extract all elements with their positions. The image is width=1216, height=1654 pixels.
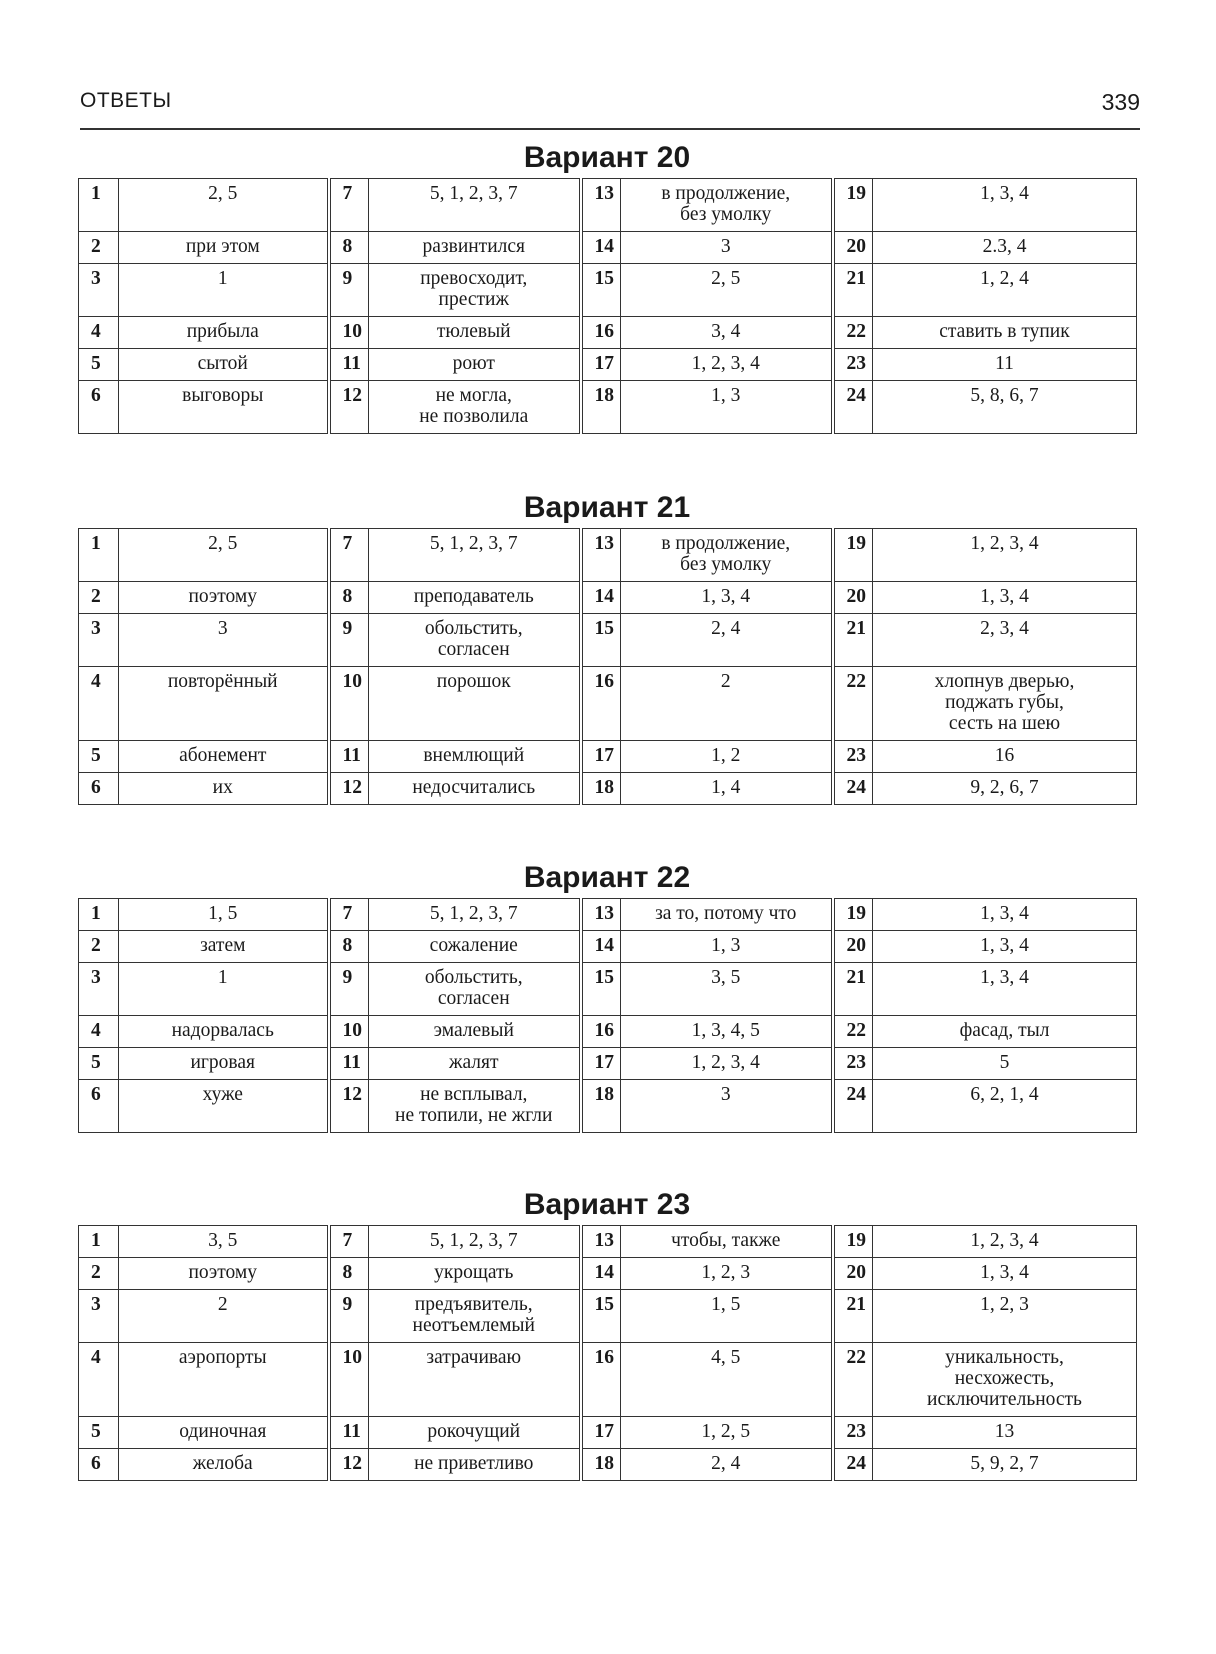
answer-cell: обольстить, согласен xyxy=(369,963,581,1016)
question-number: 4 xyxy=(79,1343,119,1417)
answer-cell: 3 xyxy=(119,614,329,667)
question-number: 12 xyxy=(329,1449,369,1481)
question-number: 24 xyxy=(833,1449,873,1481)
table-row xyxy=(79,773,1137,805)
question-number: 18 xyxy=(581,1449,621,1481)
answer-cell: 1 xyxy=(119,963,329,1016)
question-number: 23 xyxy=(833,741,873,773)
question-number: 8 xyxy=(329,931,369,963)
answer-cell: 1, 3, 4 xyxy=(873,899,1137,931)
table-row xyxy=(79,381,1137,434)
answers-table xyxy=(78,1225,1137,1481)
answer-cell: преподаватель xyxy=(369,582,581,614)
answer-cell: повторённый xyxy=(119,667,329,741)
question-number: 2 xyxy=(79,582,119,614)
question-number: 22 xyxy=(833,1016,873,1048)
question-number: 8 xyxy=(329,582,369,614)
answer-cell: 16 xyxy=(873,741,1137,773)
table-row xyxy=(79,614,1137,667)
question-number: 3 xyxy=(79,264,119,317)
question-number: 6 xyxy=(79,773,119,805)
question-number: 10 xyxy=(329,667,369,741)
answer-cell: желоба xyxy=(119,1449,329,1481)
question-number: 3 xyxy=(79,614,119,667)
question-number: 5 xyxy=(79,741,119,773)
answer-cell: 2 xyxy=(621,667,833,741)
answer-cell: ставить в тупик xyxy=(873,317,1137,349)
question-number: 16 xyxy=(581,1016,621,1048)
question-number: 21 xyxy=(833,963,873,1016)
question-number: 19 xyxy=(833,899,873,931)
answer-cell: 1, 3, 4 xyxy=(873,963,1137,1016)
answer-cell: 1, 3, 4 xyxy=(873,179,1137,232)
answer-cell: 1, 4 xyxy=(621,773,833,805)
question-number: 3 xyxy=(79,963,119,1016)
table-row xyxy=(79,931,1137,963)
answer-cell: поэтому xyxy=(119,1258,329,1290)
question-number: 22 xyxy=(833,667,873,741)
question-number: 15 xyxy=(581,264,621,317)
answer-cell: 5, 1, 2, 3, 7 xyxy=(369,529,581,582)
question-number: 14 xyxy=(581,232,621,264)
answer-cell: 1, 3, 4, 5 xyxy=(621,1016,833,1048)
question-number: 11 xyxy=(329,349,369,381)
answer-cell: 1, 2 xyxy=(621,741,833,773)
answer-cell: 1 xyxy=(119,264,329,317)
page-header xyxy=(80,86,1140,130)
question-number: 4 xyxy=(79,667,119,741)
question-number: 8 xyxy=(329,232,369,264)
answer-cell: 5, 1, 2, 3, 7 xyxy=(369,179,581,232)
table-row xyxy=(79,741,1137,773)
answer-cell: в продолжение, без умолку xyxy=(621,529,833,582)
table-row xyxy=(79,1048,1137,1080)
question-number: 10 xyxy=(329,1343,369,1417)
answer-cell: хуже xyxy=(119,1080,329,1133)
answer-cell: хлопнув дверью, поджать губы, сесть на шею xyxy=(873,667,1137,741)
answer-cell: сытой xyxy=(119,349,329,381)
answer-cell: 2, 4 xyxy=(621,614,833,667)
answer-cell: 4, 5 xyxy=(621,1343,833,1417)
answer-cell: эмалевый xyxy=(369,1016,581,1048)
table-row xyxy=(79,1290,1137,1343)
question-number: 17 xyxy=(581,1417,621,1449)
answers-table xyxy=(78,528,1137,805)
question-number: 3 xyxy=(79,1290,119,1343)
answer-cell: 3 xyxy=(621,1080,833,1133)
question-number: 20 xyxy=(833,931,873,963)
question-number: 19 xyxy=(833,1226,873,1258)
answer-cell: превосходит, престиж xyxy=(369,264,581,317)
question-number: 10 xyxy=(329,1016,369,1048)
question-number: 7 xyxy=(329,1226,369,1258)
question-number: 21 xyxy=(833,264,873,317)
question-number: 12 xyxy=(329,773,369,805)
variant-title: Вариант 23 xyxy=(523,1188,691,1221)
question-number: 18 xyxy=(581,1080,621,1133)
question-number: 5 xyxy=(79,349,119,381)
question-number: 9 xyxy=(329,963,369,1016)
table-row xyxy=(79,232,1137,264)
answer-cell: недосчитались xyxy=(369,773,581,805)
answer-cell: игровая xyxy=(119,1048,329,1080)
answer-cell: 1, 2, 5 xyxy=(621,1417,833,1449)
question-number: 4 xyxy=(79,1016,119,1048)
table-row xyxy=(79,317,1137,349)
question-number: 18 xyxy=(581,773,621,805)
answer-cell: обольстить, согласен xyxy=(369,614,581,667)
question-number: 17 xyxy=(581,741,621,773)
table-row xyxy=(79,1080,1137,1133)
answer-cell: 3, 5 xyxy=(621,963,833,1016)
answer-cell: их xyxy=(119,773,329,805)
answer-cell: 2, 5 xyxy=(119,179,329,232)
table-row xyxy=(79,1449,1137,1481)
question-number: 2 xyxy=(79,1258,119,1290)
answer-cell: 5, 9, 2, 7 xyxy=(873,1449,1137,1481)
question-number: 13 xyxy=(581,1226,621,1258)
answer-cell: предъявитель, неотъемлемый xyxy=(369,1290,581,1343)
question-number: 13 xyxy=(581,899,621,931)
question-number: 14 xyxy=(581,582,621,614)
table-row xyxy=(79,264,1137,317)
question-number: 22 xyxy=(833,1343,873,1417)
answer-cell: 5, 8, 6, 7 xyxy=(873,381,1137,434)
question-number: 13 xyxy=(581,529,621,582)
question-number: 1 xyxy=(79,1226,119,1258)
answer-cell: не всплывал, не топили, не жгли xyxy=(369,1080,581,1133)
variant-title: Вариант 21 xyxy=(523,491,691,524)
question-number: 7 xyxy=(329,529,369,582)
answer-cell: 1, 3 xyxy=(621,381,833,434)
question-number: 14 xyxy=(581,1258,621,1290)
answer-cell: поэтому xyxy=(119,582,329,614)
variant-22 xyxy=(78,858,1136,1133)
answer-cell: 2 xyxy=(119,1290,329,1343)
answer-cell: затрачиваю xyxy=(369,1343,581,1417)
answer-cell: 1, 5 xyxy=(119,899,329,931)
answer-cell: одиночная xyxy=(119,1417,329,1449)
question-number: 4 xyxy=(79,317,119,349)
answer-cell: 9, 2, 6, 7 xyxy=(873,773,1137,805)
question-number: 2 xyxy=(79,232,119,264)
table-row xyxy=(79,963,1137,1016)
answer-cell: 3, 4 xyxy=(621,317,833,349)
question-number: 6 xyxy=(79,381,119,434)
answer-cell: не приветливо xyxy=(369,1449,581,1481)
question-number: 7 xyxy=(329,899,369,931)
question-number: 11 xyxy=(329,741,369,773)
question-number: 15 xyxy=(581,1290,621,1343)
answer-cell: развинтился xyxy=(369,232,581,264)
answer-cell: 2, 3, 4 xyxy=(873,614,1137,667)
answer-cell: выговоры xyxy=(119,381,329,434)
variant-title: Вариант 22 xyxy=(523,861,691,894)
question-number: 1 xyxy=(79,899,119,931)
answer-cell: сожаление xyxy=(369,931,581,963)
question-number: 11 xyxy=(329,1417,369,1449)
answer-cell: 5, 1, 2, 3, 7 xyxy=(369,1226,581,1258)
question-number: 11 xyxy=(329,1048,369,1080)
question-number: 12 xyxy=(329,381,369,434)
question-number: 14 xyxy=(581,931,621,963)
question-number: 20 xyxy=(833,1258,873,1290)
page-number: 339 xyxy=(1101,89,1140,115)
answer-cell: 1, 2, 3, 4 xyxy=(873,529,1137,582)
answer-cell: роют xyxy=(369,349,581,381)
answer-cell: 3 xyxy=(621,232,833,264)
answer-cell: 1, 2, 4 xyxy=(873,264,1137,317)
answer-cell: 1, 2, 3, 4 xyxy=(621,349,833,381)
answer-cell: при этом xyxy=(119,232,329,264)
question-number: 5 xyxy=(79,1417,119,1449)
table-row xyxy=(79,179,1137,232)
answer-cell: 2.3, 4 xyxy=(873,232,1137,264)
table-row xyxy=(79,1343,1137,1417)
answer-cell: жалят xyxy=(369,1048,581,1080)
answer-cell: не могла, не позволила xyxy=(369,381,581,434)
question-number: 24 xyxy=(833,381,873,434)
answer-cell: уникальность, несхожесть, исключительность xyxy=(873,1343,1137,1417)
question-number: 23 xyxy=(833,1048,873,1080)
question-number: 24 xyxy=(833,773,873,805)
table-row xyxy=(79,1258,1137,1290)
question-number: 22 xyxy=(833,317,873,349)
answer-cell: 1, 3, 4 xyxy=(873,582,1137,614)
answer-cell: в продолжение, без умолку xyxy=(621,179,833,232)
answer-cell: укрощать xyxy=(369,1258,581,1290)
table-row xyxy=(79,349,1137,381)
question-number: 9 xyxy=(329,614,369,667)
table-row xyxy=(79,667,1137,741)
question-number: 17 xyxy=(581,1048,621,1080)
question-number: 23 xyxy=(833,349,873,381)
answer-cell: 3, 5 xyxy=(119,1226,329,1258)
answers-table xyxy=(78,178,1137,434)
question-number: 19 xyxy=(833,179,873,232)
answer-cell: чтобы, также xyxy=(621,1226,833,1258)
answer-cell: прибыла xyxy=(119,317,329,349)
answer-cell: 2, 5 xyxy=(621,264,833,317)
question-number: 20 xyxy=(833,582,873,614)
table-row xyxy=(79,1417,1137,1449)
answer-cell: тюлевый xyxy=(369,317,581,349)
answer-cell: 1, 2, 3 xyxy=(621,1258,833,1290)
question-number: 24 xyxy=(833,1080,873,1133)
table-row xyxy=(79,1016,1137,1048)
answer-cell: 5, 1, 2, 3, 7 xyxy=(369,899,581,931)
question-number: 19 xyxy=(833,529,873,582)
answer-cell: абонемент xyxy=(119,741,329,773)
question-number: 21 xyxy=(833,614,873,667)
table-row xyxy=(79,529,1137,582)
answer-cell: 1, 5 xyxy=(621,1290,833,1343)
variant-21 xyxy=(78,488,1136,805)
question-number: 1 xyxy=(79,529,119,582)
question-number: 7 xyxy=(329,179,369,232)
question-number: 17 xyxy=(581,349,621,381)
answer-cell: фасад, тыл xyxy=(873,1016,1137,1048)
question-number: 9 xyxy=(329,1290,369,1343)
answers-table xyxy=(78,898,1137,1133)
answer-cell: 6, 2, 1, 4 xyxy=(873,1080,1137,1133)
question-number: 16 xyxy=(581,667,621,741)
answer-cell: 1, 2, 3, 4 xyxy=(873,1226,1137,1258)
question-number: 16 xyxy=(581,1343,621,1417)
question-number: 23 xyxy=(833,1417,873,1449)
question-number: 13 xyxy=(581,179,621,232)
question-number: 16 xyxy=(581,317,621,349)
question-number: 6 xyxy=(79,1080,119,1133)
answer-cell: порошок xyxy=(369,667,581,741)
question-number: 2 xyxy=(79,931,119,963)
answer-cell: 1, 2, 3 xyxy=(873,1290,1137,1343)
variant-title: Вариант 20 xyxy=(523,141,691,174)
answer-cell: рокочущий xyxy=(369,1417,581,1449)
answer-cell: надорвалась xyxy=(119,1016,329,1048)
table-row xyxy=(79,1226,1137,1258)
question-number: 8 xyxy=(329,1258,369,1290)
answer-cell: 5 xyxy=(873,1048,1137,1080)
variant-23 xyxy=(78,1185,1136,1481)
question-number: 12 xyxy=(329,1080,369,1133)
question-number: 6 xyxy=(79,1449,119,1481)
answer-cell: аэропорты xyxy=(119,1343,329,1417)
answer-cell: 1, 3, 4 xyxy=(873,931,1137,963)
variant-20 xyxy=(78,138,1136,434)
table-row xyxy=(79,582,1137,614)
answer-cell: 13 xyxy=(873,1417,1137,1449)
answer-cell: внемлющий xyxy=(369,741,581,773)
question-number: 15 xyxy=(581,614,621,667)
answer-cell: 1, 2, 3, 4 xyxy=(621,1048,833,1080)
question-number: 9 xyxy=(329,264,369,317)
answer-cell: за то, потому что xyxy=(621,899,833,931)
table-row xyxy=(79,899,1137,931)
answer-cell: 1, 3, 4 xyxy=(873,1258,1137,1290)
question-number: 5 xyxy=(79,1048,119,1080)
answer-cell: 2, 5 xyxy=(119,529,329,582)
answer-cell: 1, 3 xyxy=(621,931,833,963)
question-number: 21 xyxy=(833,1290,873,1343)
answer-cell: 2, 4 xyxy=(621,1449,833,1481)
question-number: 10 xyxy=(329,317,369,349)
section-label: ОТВЕТЫ xyxy=(80,89,172,112)
answer-cell: 1, 3, 4 xyxy=(621,582,833,614)
question-number: 18 xyxy=(581,381,621,434)
question-number: 20 xyxy=(833,232,873,264)
question-number: 15 xyxy=(581,963,621,1016)
question-number: 1 xyxy=(79,179,119,232)
answer-cell: затем xyxy=(119,931,329,963)
answer-cell: 11 xyxy=(873,349,1137,381)
